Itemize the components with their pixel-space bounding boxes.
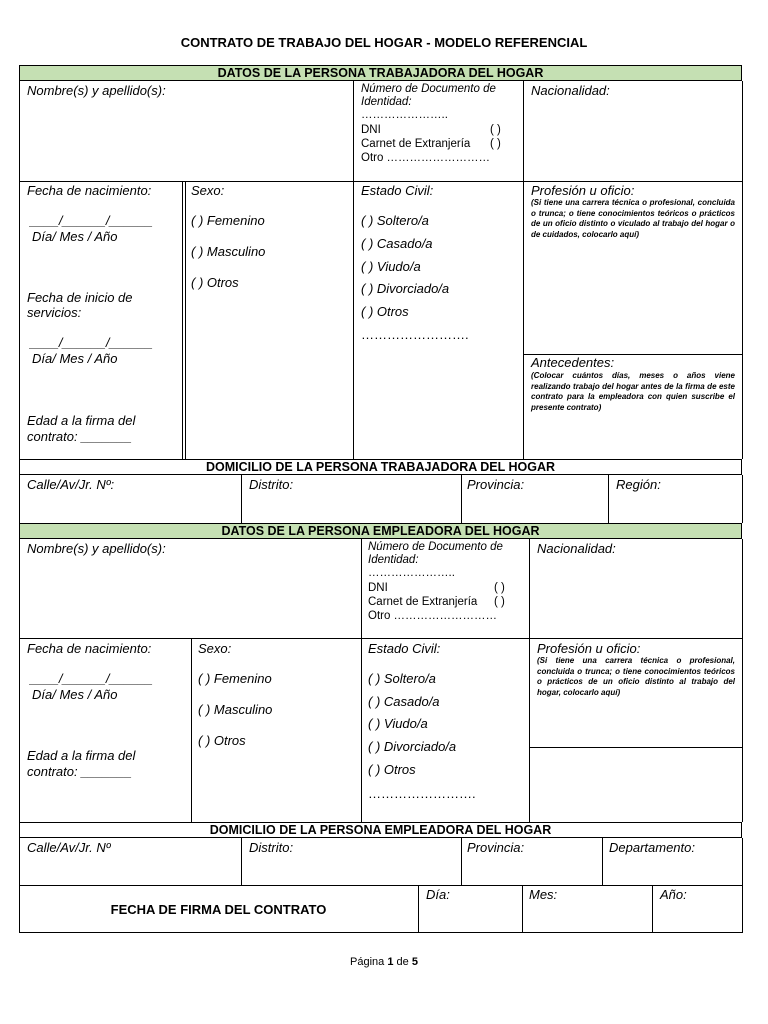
employer-civil-divorced[interactable]: ( ) Divorciado/a [368,739,457,754]
employer-sex-other[interactable]: ( ) Otros [198,733,246,748]
table-divider [241,475,242,523]
worker-doc-label: Número de Documento de [361,83,496,95]
employer-doc-label: Número de Documento de [368,541,503,553]
table-divider [608,475,609,523]
employer-civil-widowed[interactable]: ( ) Viudo/a [368,716,428,731]
worker-dni-option: DNI [361,124,381,136]
table-divider [19,475,20,523]
table-divider [522,885,523,933]
table-divider [185,181,186,459]
worker-sex-male[interactable]: ( ) Masculino [191,244,266,259]
employer-department-label: Departamento: [609,840,695,855]
worker-start-label: Fecha de inicio de [27,290,133,305]
table-divider [461,838,462,885]
employer-civil-label: Estado Civil: [368,641,441,656]
employer-section-header: DATOS DE LA PERSONA EMPLEADORA DEL HOGAR [19,523,742,539]
employer-birth-label: Fecha de nacimiento: [27,641,152,656]
worker-civil-other[interactable]: ( ) Otros [361,304,409,319]
table-divider [529,539,530,822]
employer-carnet-checkbox[interactable]: ( ) [494,596,505,608]
table-divider [19,638,742,639]
employer-civil-single[interactable]: ( ) Soltero/a [368,671,436,686]
table-divider [742,475,743,523]
employer-sex-label: Sexo: [198,641,232,656]
employer-address-header: DOMICILIO DE LA PERSONA EMPLEADORA DEL HOGAR [19,822,742,838]
worker-section-header: DATOS DE LA PERSONA TRABAJADORA DEL HOGAR [19,65,742,81]
employer-province-label: Provincia: [467,840,525,855]
employer-dni-option: DNI [368,582,388,594]
worker-sex-female[interactable]: ( ) Femenino [191,213,265,228]
page-number: Página 1 de 5 [350,956,418,968]
employer-civil-married[interactable]: ( ) Casado/a [368,694,440,709]
worker-profession-label: Profesión u oficio: [531,183,635,198]
employer-dni-checkbox[interactable]: ( ) [494,582,505,594]
employer-profession-label: Profesión u oficio: [537,641,641,656]
employer-district-label: Distrito: [249,840,294,855]
employer-sex-female[interactable]: ( ) Femenino [198,671,272,686]
worker-carnet-checkbox[interactable]: ( ) [490,138,501,150]
employer-street-label: Calle/Av/Jr. Nº [27,840,111,855]
worker-civil-label: Estado Civil: [361,183,434,198]
signature-day-label: Día: [426,887,450,902]
table-divider [19,932,743,933]
table-divider [652,885,653,933]
signature-year-label: Año: [660,887,687,902]
worker-nationality-label: Nacionalidad: [531,83,610,98]
worker-district-label: Distrito: [249,477,294,492]
employer-carnet-option: Carnet de Extranjería [368,596,478,608]
worker-other-doc: Otro ……………………… [361,152,491,164]
employer-sex-male[interactable]: ( ) Masculino [198,702,273,717]
table-divider [19,838,20,885]
table-divider [742,539,743,822]
worker-civil-widowed[interactable]: ( ) Viudo/a [361,259,421,274]
worker-civil-divorced[interactable]: ( ) Divorciado/a [361,281,450,296]
table-divider [182,181,183,459]
table-divider [742,885,743,933]
worker-civil-married[interactable]: ( ) Casado/a [361,236,433,251]
table-divider [19,539,20,822]
employer-birth-date-blank[interactable]: ____/______/______ [30,671,153,686]
table-divider [361,539,362,822]
worker-civil-single[interactable]: ( ) Soltero/a [361,213,429,228]
page-title: CONTRATO DE TRABAJO DEL HOGAR - MODELO REFERENCIAL [180,35,588,50]
worker-birth-label: Fecha de nacimiento: [27,183,152,198]
worker-street-label: Calle/Av/Jr. Nº: [27,477,115,492]
employer-profession-note: (Si tiene una carrera técnica o profesional, concluida o trunca; o tiene conocimientos teóricos o prácticos de un oficio distinto al trabajo del hogar, colocarlo aquí) [537,656,735,697]
employer-civil-other[interactable]: ( ) Otros [368,762,416,777]
table-divider [191,638,192,822]
table-divider [742,838,743,885]
worker-carnet-option: Carnet de Extranjería [361,138,471,150]
worker-antecedents-note: (Colocar cuántos días, meses o años viene realizando trabajo del hogar antes de la firma de este contrato para la empleadora con quien suscribe el presente contrato) [531,371,735,412]
worker-antecedents-label: Antecedentes: [531,355,615,370]
table-divider [19,885,742,886]
worker-province-label: Provincia: [467,477,525,492]
table-divider [602,838,603,885]
employer-age-label: Edad a la firma del [27,748,136,763]
worker-birth-date-blank[interactable]: ____/______/______ [30,213,153,228]
worker-address-header: DOMICILIO DE LA PERSONA TRABAJADORA DEL HOGAR [19,459,742,475]
table-divider [461,475,462,523]
worker-profession-note: (Si tiene una carrera técnica o profesional, concluida o trunca; o tiene conocimientos teóricos o prácticos de un oficio distinto o viculado al trabajo del hogar o de cuidados, colocarlo aquí) [531,198,735,239]
worker-dni-checkbox[interactable]: ( ) [490,124,501,136]
worker-start-date-blank[interactable]: ____/______/______ [30,335,153,350]
employer-name-label: Nombre(s) y apellido(s): [27,541,166,556]
worker-region-label: Región: [616,477,661,492]
employer-other-doc: Otro ……………………… [368,610,498,622]
worker-sex-label: Sexo: [191,183,225,198]
table-divider [241,838,242,885]
worker-name-label: Nombre(s) y apellido(s): [27,83,166,98]
table-divider [529,747,742,748]
signature-month-label: Mes: [529,887,558,902]
worker-sex-other[interactable]: ( ) Otros [191,275,239,290]
signature-date-label: FECHA DE FIRMA DEL CONTRATO [110,902,327,917]
table-divider [418,885,419,933]
employer-nationality-label: Nacionalidad: [537,541,616,556]
worker-age-label: Edad a la firma del [27,413,136,428]
